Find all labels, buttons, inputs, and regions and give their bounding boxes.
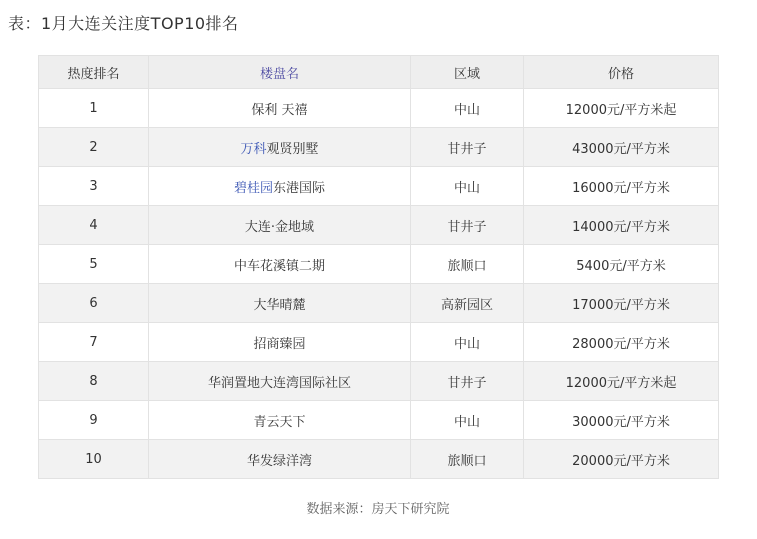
table-row <box>39 167 719 206</box>
name-cell <box>149 128 411 167</box>
name-cell <box>149 284 411 323</box>
table-row <box>39 401 719 440</box>
rank-cell: 5 <box>39 245 149 284</box>
price-cell: 30000元/平方米 <box>524 401 719 440</box>
rank-cell: 7 <box>39 323 149 362</box>
name-cell <box>149 89 411 128</box>
rank-cell: 9 <box>39 401 149 440</box>
property-name: 大连·金地域 <box>244 219 315 235</box>
district-cell: 旅顺口 <box>411 440 524 479</box>
property-brand-link[interactable]: 碧桂园 <box>233 180 273 196</box>
table-row <box>39 206 719 245</box>
price-cell: 28000元/平方米 <box>524 323 719 362</box>
rank-cell: 2 <box>39 128 149 167</box>
data-source-note: 数据来源：房天下研究院 <box>306 502 450 517</box>
property-name: 青云天下 <box>253 414 306 430</box>
price-cell: 16000元/平方米 <box>524 167 719 206</box>
name-cell <box>149 323 411 362</box>
district-cell: 高新园区 <box>411 284 524 323</box>
property-name: 中车花溪镇二期 <box>233 258 325 274</box>
property-name: 保利 天禧 <box>251 102 308 118</box>
header-district: 区域 <box>411 56 524 89</box>
page-title: 表：1月大连关注度TOP10排名 <box>8 14 239 33</box>
name-cell <box>149 206 411 245</box>
rank-cell: 4 <box>39 206 149 245</box>
rank-cell: 1 <box>39 89 149 128</box>
district-cell: 甘井子 <box>411 128 524 167</box>
table-row <box>39 284 719 323</box>
property-name: 华发绿洋湾 <box>246 453 312 469</box>
table-row <box>39 440 719 479</box>
district-cell: 中山 <box>411 401 524 440</box>
price-cell: 14000元/平方米 <box>524 206 719 245</box>
property-brand-link[interactable]: 万科 <box>240 141 267 157</box>
district-cell: 旅顺口 <box>411 245 524 284</box>
header-property-name <box>149 56 411 89</box>
table-row <box>39 323 719 362</box>
table-row <box>39 245 719 284</box>
price-cell: 12000元/平方米起 <box>524 362 719 401</box>
district-cell: 中山 <box>411 323 524 362</box>
district-cell: 中山 <box>411 89 524 128</box>
district-cell: 甘井子 <box>411 362 524 401</box>
price-cell: 17000元/平方米 <box>524 284 719 323</box>
district-cell: 甘井子 <box>411 206 524 245</box>
property-name: 观贤别墅 <box>266 141 319 157</box>
price-cell: 43000元/平方米 <box>524 128 719 167</box>
property-name: 华润置地大连湾国际社区 <box>207 375 351 391</box>
name-cell <box>149 401 411 440</box>
table-row <box>39 128 719 167</box>
price-cell: 12000元/平方米起 <box>524 89 719 128</box>
district-cell: 中山 <box>411 167 524 206</box>
rank-cell: 8 <box>39 362 149 401</box>
property-name: 大华晴麓 <box>253 297 306 313</box>
header-property-name-link[interactable]: 楼盘名 <box>259 66 299 82</box>
rank-cell: 10 <box>39 440 149 479</box>
header-price: 价格 <box>524 56 719 89</box>
ranking-table <box>38 55 719 479</box>
price-cell: 5400元/平方米 <box>524 245 719 284</box>
name-cell <box>149 245 411 284</box>
name-cell <box>149 362 411 401</box>
price-cell: 20000元/平方米 <box>524 440 719 479</box>
name-cell <box>149 440 411 479</box>
name-cell <box>149 167 411 206</box>
property-name: 东港国际 <box>273 180 326 196</box>
header-rank: 热度排名 <box>39 56 149 89</box>
property-name: 招商臻园 <box>253 336 306 352</box>
rank-cell: 3 <box>39 167 149 206</box>
table-header-row <box>39 56 719 89</box>
rank-cell: 6 <box>39 284 149 323</box>
table-row <box>39 89 719 128</box>
table-row <box>39 362 719 401</box>
